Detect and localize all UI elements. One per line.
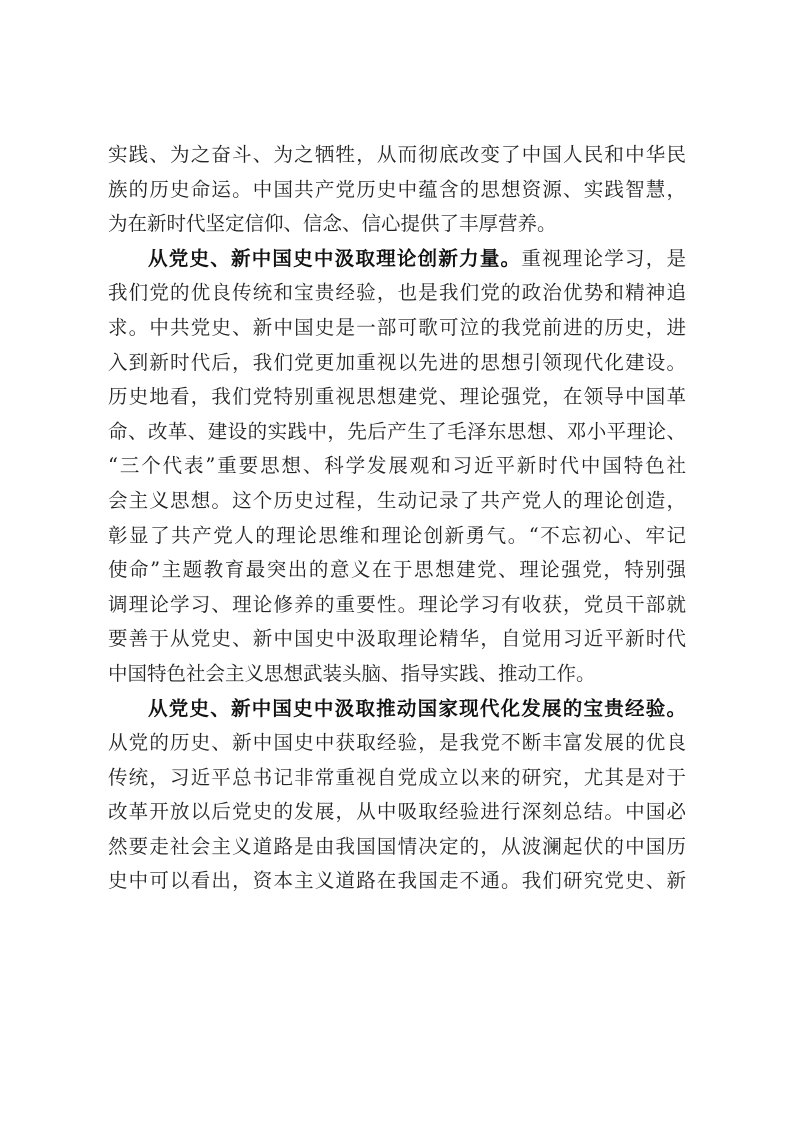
body-text: 入到新时代后，我们党更加重视以先进的思想引领现代化建设。	[108, 350, 686, 374]
body-text: 然要走社会主义道路是由我国国情决定的，从波澜起伏的中国历	[108, 834, 686, 858]
body-text: 中国特色社会主义思想武装头脑、指导实践、推动工作。	[108, 661, 596, 685]
text-line	[108, 622, 686, 657]
body-text: 调理论学习、理论修养的重要性。理论学习有收获，党员干部就	[108, 592, 686, 616]
body-text: 历史地看，我们党特别重视思想建党、理论强党，在领导中国革	[108, 385, 686, 409]
section-heading: 从党史、新中国史中汲取推动国家现代化发展的宝贵经验。	[148, 696, 686, 720]
body-text: 史中可以看出，资本主义道路在我国走不通。我们研究党史、新	[108, 869, 686, 893]
text-line	[108, 207, 686, 242]
section-heading: 从党史、新中国史中汲取理论创新力量。	[148, 246, 522, 270]
body-text: 命、改革、建设的实践中，先后产生了毛泽东思想、邓小平理论、	[108, 419, 686, 443]
text-line	[108, 346, 686, 381]
text-line	[108, 726, 686, 761]
section-heading-line	[108, 242, 686, 277]
text-line	[108, 795, 686, 830]
text-line	[108, 173, 686, 208]
body-text: 族的历史命运。中国共产党历史中蕴含的思想资源、实践智慧，	[108, 177, 686, 201]
body-text: 实践、为之奋斗、为之牺牲，从而彻底改变了中国人民和中华民	[108, 143, 686, 166]
text-line	[108, 864, 686, 899]
text-line	[108, 553, 686, 588]
body-text: 为在新时代坚定信仰、信念、信心提供了丰厚营养。	[108, 212, 557, 236]
body-text: 使命”主题教育最突出的意义在于思想建党、理论强党，特别强	[108, 558, 686, 582]
body-text: 要善于从党史、新中国史中汲取理论精华，自觉用习近平新时代	[108, 627, 686, 651]
body-text: 会主义思想。这个历史过程，生动记录了共产党人的理论创造，	[108, 488, 686, 512]
body-text: 改革开放以后党史的发展，从中吸取经验进行深刻总结。中国必	[108, 800, 686, 824]
text-line	[108, 588, 686, 623]
text-line	[108, 830, 686, 865]
text-line	[108, 519, 686, 554]
body-text: 传统，习近平总书记非常重视自党成立以来的研究，尤其是对于	[108, 765, 686, 789]
text-line	[108, 380, 686, 415]
text-line	[108, 138, 686, 173]
text-line	[108, 657, 686, 692]
text-line	[108, 276, 686, 311]
body-text: 彰显了共产党人的理论思维和理论创新勇气。“不忘初心、牢记	[108, 523, 686, 547]
text-line	[108, 415, 686, 450]
text-line	[108, 484, 686, 519]
section-heading-line	[108, 692, 686, 727]
body-text: 我们党的优良传统和宝贵经验，也是我们党的政治优势和精神追	[108, 281, 686, 305]
text-line	[108, 761, 686, 796]
document-body	[108, 138, 686, 899]
body-text: “三个代表”重要思想、科学发展观和习近平新时代中国特色社	[108, 454, 686, 478]
text-line	[108, 311, 686, 346]
body-text: 重视理论学习，是	[521, 246, 686, 270]
text-line	[108, 449, 686, 484]
body-text: 求。中共党史、新中国史是一部可歌可泣的我党前进的历史，进	[108, 315, 686, 339]
body-text: 从党的历史、新中国史中获取经验，是我党不断丰富发展的优良	[108, 731, 686, 755]
